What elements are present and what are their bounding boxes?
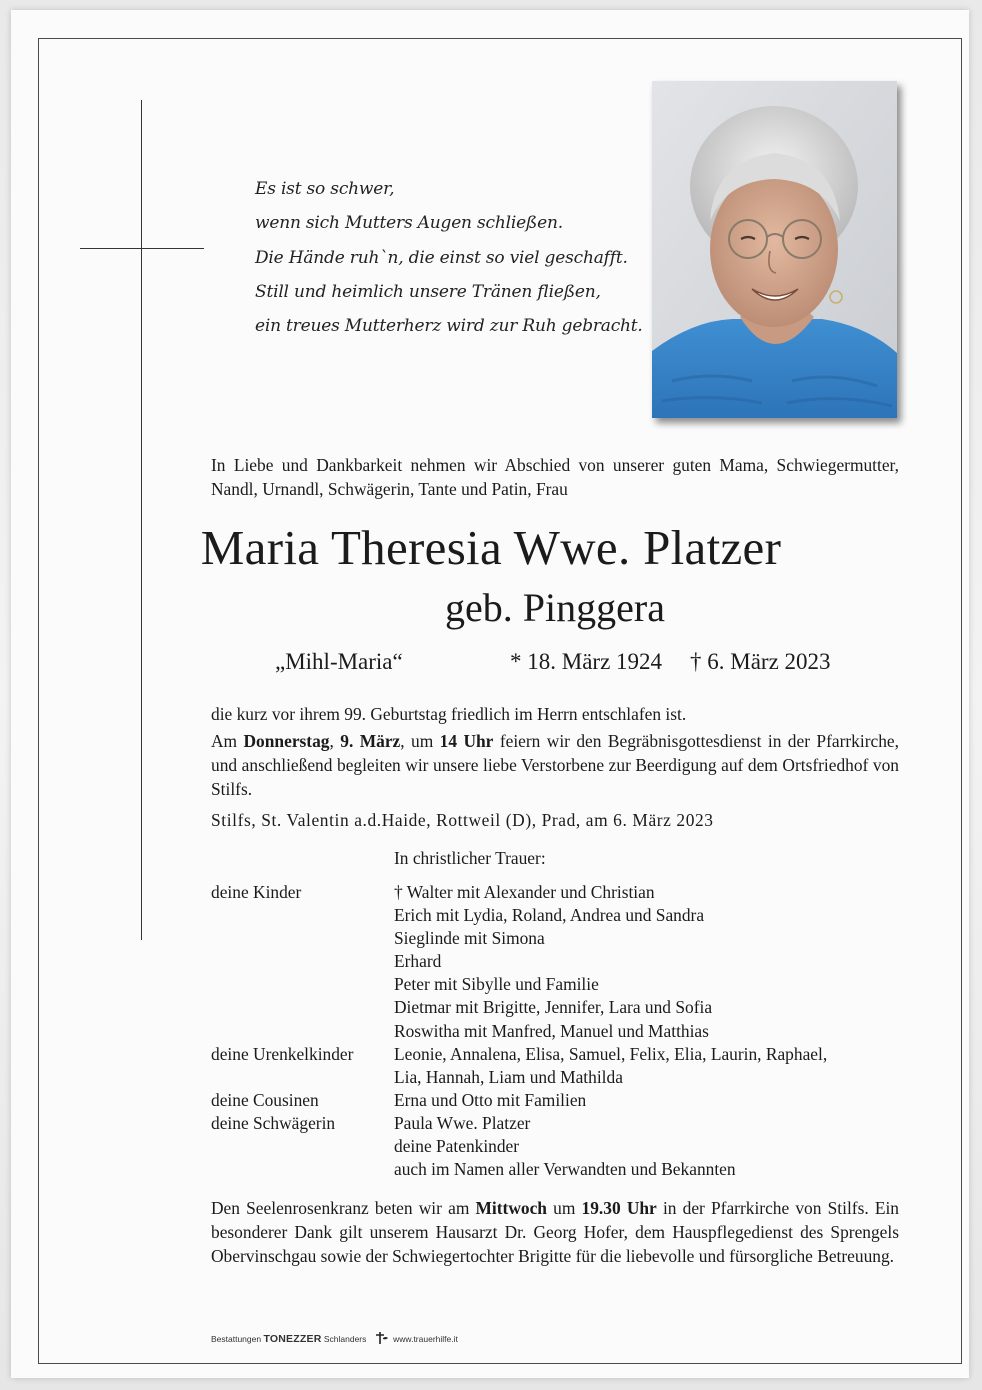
place-date: Stilfs, St. Valentin a.d.Haide, Rottweil (D), Prad, am 6. März 2023 (211, 810, 714, 830)
nickname: „Mihl-Maria“ (275, 649, 403, 674)
footer-town: Schlanders (323, 1334, 367, 1344)
list-item: Roswitha mit Manfred, Manuel und Matthias (394, 1020, 709, 1041)
rosary-time: 19.30 Uhr (581, 1198, 657, 1218)
funeral-day: Donnerstag (243, 731, 330, 751)
footer-prefix: Bestattungen (211, 1334, 262, 1344)
rosary-text: Den Seelenrosenkranz beten wir am Mittwoch um 19.30 Uhr in der Pfarrkirche von Stilfs. Ein besonderer Dank gilt unserem Hausarzt Dr. Georg Hofer, dem Hauspflegedienst des Sprengels Obervinschgau sowie der Schwiegertochter Brigitte für die liebevolle und fürsorgliche Betreuung. (211, 1198, 899, 1266)
poem-line: ein treues Mutterherz wird zur Ruh gebracht. (255, 316, 643, 337)
maiden-name: geb. Pinggera (445, 585, 665, 630)
list-item: deine Cousinen Erna und Otto mit Familien (211, 1089, 587, 1110)
poem-line: Es ist so schwer, (255, 179, 395, 199)
list-item: deine Kinder † Walter mit Alexander und Christian (211, 882, 655, 902)
footer-website[interactable]: www.trauerhilfe.it (393, 1334, 458, 1344)
list-item: Lia, Hannah, Liam und Mathilda (394, 1066, 623, 1087)
list-item: auch im Namen aller Verwandten und Bekannten (394, 1159, 736, 1180)
footer-imprint (211, 1332, 458, 1345)
list-item: Dietmar mit Brigitte, Jennifer, Lara und Sofia (394, 997, 713, 1018)
footer-brand: TONEZZER (263, 1333, 322, 1345)
poem-line: wenn sich Mutters Augen schließen. (255, 213, 563, 234)
poem (255, 172, 643, 343)
cross-dove-icon (375, 1332, 389, 1344)
list-item: Peter mit Sibylle und Familie (394, 974, 599, 995)
list-item: deine Urenkelkinder Leonie, Annalena, Elisa, Samuel, Felix, Elia, Laurin, Raphael, (211, 1043, 828, 1064)
poem-line: Die Hände ruh`n, die einst so viel geschafft. (255, 247, 628, 268)
intro-text: In Liebe und Dankbarkeit nehmen wir Abschied von unserer guten Mama, Schwiegermutter, Nandl, Urnandl, Schwägerin, Tante und Patin, Frau (211, 455, 899, 499)
poem-line: Still und heimlich unsere Tränen fließen, (255, 281, 601, 302)
list-item: deine Schwägerin Paula Wwe. Platzer (211, 1112, 531, 1133)
birth-date: * 18. März 1924 (510, 649, 663, 674)
portrait-photo (652, 81, 897, 418)
mourners-list (211, 881, 899, 1181)
list-item: Sieglinde mit Simona (394, 928, 545, 949)
list-item: deine Patenkinder (394, 1136, 520, 1157)
rosary-day: Mittwoch (475, 1198, 547, 1218)
cross-horizontal-bar (80, 248, 204, 249)
funeral-text: Am Donnerstag, 9. März, um 14 Uhr feiern wir den Begräbnisgottesdienst in der Pfarrkirche, und anschließend begleiten wir unsere liebe Verstorbene zur Beerdigung auf dem Ortsfriedhof von Stilfs. (211, 731, 899, 799)
list-item: Erhard (394, 951, 442, 972)
deceased-name: Maria Theresia Wwe. Platzer (200, 520, 782, 575)
funeral-time: 14 Uhr (439, 731, 494, 751)
funeral-date: 9. März (340, 731, 401, 751)
death-date: † 6. März 2023 (690, 649, 831, 674)
list-item: Erich mit Lydia, Roland, Andrea und Sandra (394, 905, 705, 926)
mourning-heading: In christlicher Trauer: (394, 848, 546, 868)
passing-text: die kurz vor ihrem 99. Geburtstag friedlich im Herrn entschlafen ist. (211, 704, 687, 724)
